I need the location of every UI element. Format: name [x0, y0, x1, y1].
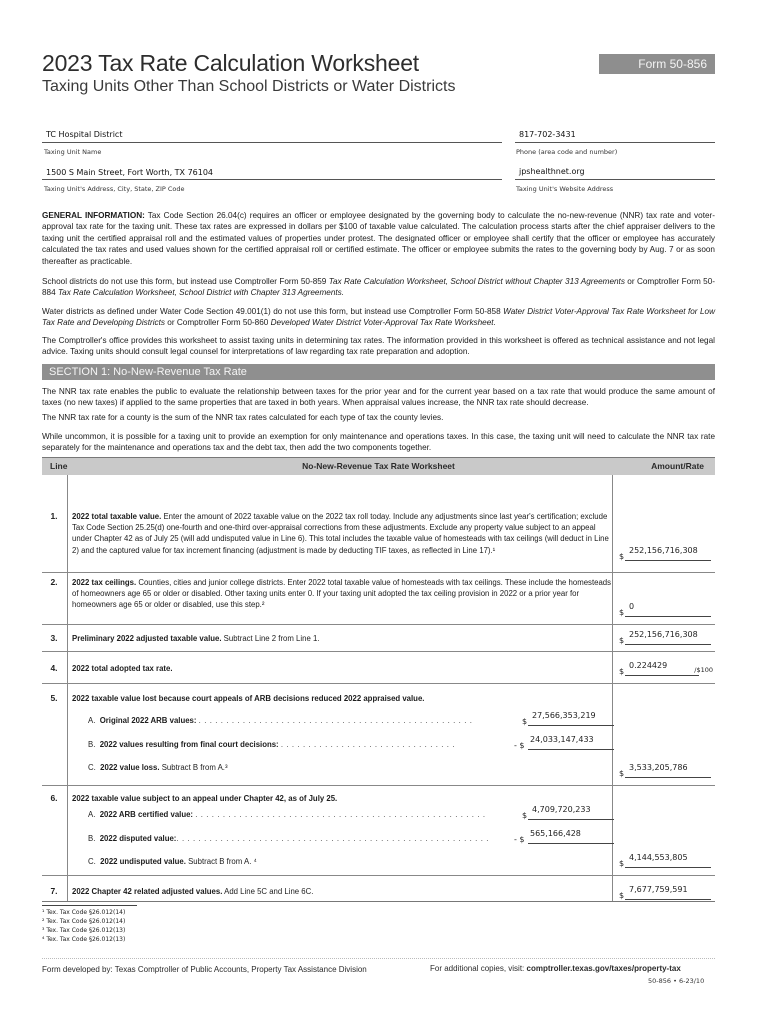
- line-6c-instruction: Subtract B from A. ⁴: [185, 857, 257, 866]
- line-5a-text: Original 2022 ARB values:: [99, 716, 197, 725]
- line-2-number: 2.: [50, 577, 58, 587]
- line-6b-label: B. 2022 disputed value:. . . . . . . . . . . . . . . . . . . . . . . . . . . . . . . . . . . . . . . . . . . . . . . . . . . . . . . . .: [88, 834, 489, 843]
- footnote-2: ² Tex. Tax Code §26.012(14): [42, 918, 126, 925]
- water-text-b: or Comptroller Form 50-860: [165, 318, 271, 328]
- line-5b-amount: 24,033,147,433: [530, 735, 594, 744]
- general-information-text: Tax Code Section 26.04(c) requires an officer or employee designated by the governing body to calculate the no-new-revenue (NNR) tax rate and voter-approval tax rate for the taxing unit. These tax rates are expressed in dollars per $100 of taxable value calculated. The calculation process starts after the chief appraiser delivers to the taxing unit the certified appraisal roll and the estimated values of properties under protest. The designated officer or employee shall certify that the officer or employee has accurately calculated the tax rates and used values shown for the certified appraisal roll or certified estimate. The officer or employee submits the rates to the governing body by Aug. 7 or as soon thereafter as practicable.: [42, 211, 715, 266]
- section-1-paragraph-2-visible: The NNR tax rate for a county is the sum of the NNR tax rates calculated for each type of tax the county levies.: [42, 413, 444, 422]
- line-5a-amount-field[interactable]: $ 27,566,353,219: [522, 708, 614, 728]
- line-5c-text: 2022 value loss.: [100, 763, 160, 772]
- line-1-number: 1.: [50, 511, 58, 521]
- line-5c-instruction: Subtract B from A.³: [159, 763, 228, 772]
- line-6b-amount: 565,166,428: [530, 829, 581, 838]
- line-5b-text: 2022 values resulting from final court decisions:: [99, 740, 279, 749]
- row-divider: [42, 785, 715, 786]
- line-5-amount-field[interactable]: $ 3,533,205,786: [619, 760, 711, 780]
- nnr-worksheet-table: [42, 457, 715, 902]
- water-form-title-b: Developed Water District Voter-Approval Tax Rate Worksheet.: [270, 318, 496, 328]
- line-2-title: 2022 tax ceilings.: [72, 578, 137, 587]
- website-label: Taxing Unit's Website Address: [516, 185, 614, 193]
- line-6-amount-field[interactable]: $ 4,144,553,805: [619, 850, 711, 870]
- line-5a-amount: 27,566,353,219: [532, 711, 596, 720]
- section-1-header: SECTION 1: No-New-Revenue Tax Rate: [42, 364, 715, 380]
- line-3-text: Subtract Line 2 from Line 1.: [221, 634, 320, 643]
- page-title: 2023 Tax Rate Calculation Worksheet: [42, 50, 419, 76]
- footer-rule: [42, 958, 715, 959]
- phone-label: Phone (area code and number): [516, 148, 618, 156]
- phone-rule: [515, 142, 715, 143]
- line-7-description: [72, 886, 612, 897]
- footnote-1: ¹ Tex. Tax Code §26.012(14): [42, 909, 126, 916]
- general-information-label: GENERAL INFORMATION:: [42, 211, 145, 220]
- line-6b-amount-field[interactable]: - $ 565,166,428: [514, 826, 614, 846]
- line-5b-amount-field[interactable]: - $ 24,033,147,433: [514, 732, 614, 752]
- line-7-title: 2022 Chapter 42 related adjusted values.: [72, 887, 223, 896]
- line-6-amount: 4,144,553,805: [629, 853, 688, 862]
- footer-copies-text: For additional copies, visit:: [430, 964, 527, 973]
- line-7-amount-field[interactable]: $ 7,677,759,591: [619, 882, 711, 902]
- address-rule: [42, 179, 502, 180]
- line-7-text: Add Line 5C and Line 6C.: [222, 887, 314, 896]
- footer-form-code: 50-856 • 6-23/10: [648, 977, 705, 985]
- section-1-paragraph-3: While uncommon, it is possible for a taxing unit to provide an exemption for only maintenance and operations taxes. In this case, the taxing unit will need to calculate the NNR tax rate separately for the maintenance and operations tax and the debt tax, then add the two components together.: [42, 432, 715, 453]
- column-divider-line: [67, 475, 68, 901]
- taxing-unit-name-rule: [42, 142, 502, 143]
- line-5a-label: A. Original 2022 ARB values: . . . . . . . . . . . . . . . . . . . . . . . . . . . . . . . . . . . . . . . . . . . . . . . . . .: [88, 716, 473, 725]
- section-1-paragraph-1: The NNR tax rate enables the public to evaluate the relationship between taxes for the prior year and for the current year based on a tax rate that would produce the same amount of taxes (no new taxes) if applied to the same properties that are taxed in both years. When appraisal values increase, the NNR tax rate should decrease.: [42, 387, 715, 408]
- line-6b-text: 2022 disputed value:: [99, 834, 177, 843]
- line-6-title: 2022 taxable value subject to an appeal under Chapter 42, as of July 25.: [72, 794, 338, 803]
- line-2-text: Counties, cities and junior college districts. Enter 2022 total taxable value of homesteads with tax ceilings. These include the homesteads of homeowners age 65 or older or disabled. Other taxing units enter 0. If your taxing unit adopted the tax ceiling provision in 2022 or a prior year for homeowners age 65 or older or disabled, use this step.²: [72, 578, 612, 610]
- school-form-title-b: Tax Rate Calculation Worksheet, School District with Chapter 313 Agreements.: [57, 288, 345, 298]
- line-1-amount-field[interactable]: $ 252,156,716,308: [619, 543, 711, 563]
- address-value[interactable]: 1500 S Main Street, Fort Worth, TX 76104: [46, 168, 214, 177]
- row-divider: [42, 875, 715, 876]
- taxing-unit-name-value[interactable]: TC Hospital District: [46, 130, 123, 139]
- line-3-amount: 252,156,716,308: [629, 630, 698, 639]
- line-6a-label: A. 2022 ARB certified value: . . . . . . . . . . . . . . . . . . . . . . . . . . . . . . . . . . . . . . . . . . . . . . . . . . . . .: [88, 810, 486, 819]
- general-information-paragraph: [42, 210, 715, 267]
- school-text-a: School districts do not use this form, but instead use Comptroller Form 50-859: [42, 277, 329, 286]
- line-3-description: [72, 633, 612, 644]
- school-form-title-a: Tax Rate Calculation Worksheet, School District without Chapter 313 Agreements: [328, 277, 625, 286]
- line-4-unit: /$100: [694, 666, 713, 674]
- address-label: Taxing Unit's Address, City, State, ZIP Code: [44, 185, 185, 193]
- line-2-description: [72, 577, 612, 611]
- line-4-amount-field[interactable]: $ 0.224429 /$100: [619, 661, 713, 676]
- line-6a-amount: 4,709,720,233: [532, 805, 591, 814]
- school-districts-paragraph: [42, 276, 715, 299]
- footer-copies: [430, 964, 681, 973]
- line-4-number: 4.: [50, 663, 58, 673]
- website-rule: [515, 179, 715, 180]
- line-5-number: 5.: [50, 693, 58, 703]
- taxing-unit-name-label: Taxing Unit Name: [44, 148, 102, 156]
- comptroller-paragraph: The Comptroller's office provides this worksheet to assist taxing units in determining tax rates. The information provided in this worksheet is offered as technical assistance and not legal advice. Taxing units should consult legal counsel for interpretations of law regarding tax rate preparation and adoption.: [42, 336, 715, 357]
- footnote-rule: [42, 905, 137, 906]
- line-6a-text: 2022 ARB certified value:: [99, 810, 194, 819]
- line-5-title: 2022 taxable value lost because court appeals of ARB decisions reduced 2022 appraised value.: [72, 694, 425, 703]
- line-3-amount-field[interactable]: $ 252,156,716,308: [619, 627, 711, 647]
- line-4-amount: 0.224429: [629, 661, 668, 670]
- line-2-amount-field[interactable]: $ 0: [619, 599, 711, 619]
- line-6a-amount-field[interactable]: $ 4,709,720,233: [522, 802, 614, 822]
- line-5-description: [72, 693, 612, 704]
- line-1-text: Enter the amount of 2022 taxable value on the 2022 tax roll today. Include any adjustments since last year's certification; exclude Tax Code Section 25.25(d) one-fourth and one-third over-appraisal corrections from these adjustments. Exclude any property value subject to an appeal under Chapter 42 as of July 25 (will add undisputed value in Line 6). This total includes the taxable value of homesteads with tax ceilings (will deduct in Line 2) and the captured value for tax increment financing (adjustment is made by deducting TIF taxes, as reflected in Line 17).¹: [72, 512, 609, 555]
- line-4-title: 2022 total adopted tax rate.: [72, 664, 173, 673]
- footnote-3: ³ Tex. Tax Code §26.012(13): [42, 927, 126, 934]
- line-6c-label: C. 2022 undisputed value. Subtract B from A. ⁴: [88, 857, 257, 866]
- line-6-number: 6.: [50, 793, 58, 803]
- column-header-amount: Amount/Rate: [651, 461, 704, 471]
- footer-developer: Form developed by: Texas Comptroller of Public Accounts, Property Tax Assistance Division: [42, 965, 367, 974]
- form-number-badge: Form 50-856: [599, 54, 715, 74]
- row-divider: [42, 651, 715, 652]
- page-subtitle: Taxing Units Other Than School Districts or Water Districts: [42, 78, 456, 95]
- column-header-title: No-New-Revenue Tax Rate Worksheet: [302, 461, 455, 471]
- website-value[interactable]: jpshealthnet.org: [519, 167, 585, 176]
- table-header-row: [42, 458, 715, 475]
- water-districts-paragraph: [42, 306, 715, 329]
- line-7-number: 7.: [50, 886, 58, 896]
- line-3-number: 3.: [50, 633, 58, 643]
- footnote-4: ⁴ Tex. Tax Code §26.012(13): [42, 936, 126, 943]
- line-1-description: [72, 511, 612, 556]
- line-4-description: [72, 663, 612, 674]
- line-1-title: 2022 total taxable value.: [72, 512, 162, 521]
- phone-value[interactable]: 817-702-3431: [519, 130, 576, 139]
- water-form-title-a: Water District Voter-Approval Tax Rate Worksheet for Low Tax Rate and Developing Districts: [42, 307, 715, 328]
- row-divider: [42, 572, 715, 573]
- row-divider: [42, 683, 715, 684]
- line-6c-text: 2022 undisputed value.: [100, 857, 186, 866]
- row-divider: [42, 624, 715, 625]
- line-1-amount: 252,156,716,308: [629, 546, 698, 555]
- line-7-amount: 7,677,759,591: [629, 885, 688, 894]
- school-text-b: or Comptroller Form 50-884: [42, 277, 715, 298]
- footer-url-link[interactable]: comptroller.texas.gov/taxes/property-tax: [526, 964, 681, 973]
- line-2-amount: 0: [629, 602, 635, 611]
- water-text-a: Water districts as defined under Water Code Section 49.001(1) do not use this form, but instead use Comptroller Form 50-858: [42, 307, 504, 316]
- line-5-amount: 3,533,205,786: [629, 763, 688, 772]
- line-3-title: Preliminary 2022 adjusted taxable value.: [72, 634, 222, 643]
- line-5b-label: B. 2022 values resulting from final court decisions: . . . . . . . . . . . . . . . . . . . . . . . . . . . . . . . .: [88, 740, 456, 749]
- column-header-line: Line: [50, 461, 68, 471]
- line-5c-label: C. 2022 value loss. Subtract B from A.³: [88, 763, 228, 772]
